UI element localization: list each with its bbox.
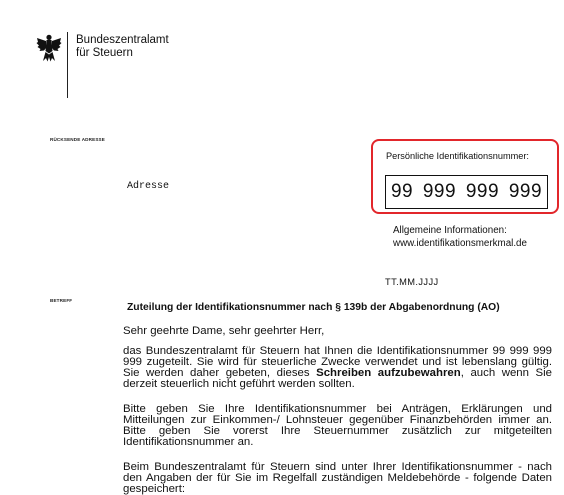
org-name-line2: für Steuern: [76, 47, 133, 59]
paragraph-1: [123, 346, 552, 390]
paragraph-1-text-a: das Bundeszentralamt für Steuern hat Ihnen die Identifikationsnummer 99 999 999 999 zugeteilt. Sie wird für steuerliche Zwecke verwendet und ist lebenslang gültig. Sie werden daher gebeten, dieses: [123, 345, 552, 379]
paragraph-1-text-b: , auch wenn Sie derzeit steuerlich nicht geführt werden sollten.: [123, 367, 553, 390]
address-placeholder: Adresse: [127, 181, 170, 192]
subject-line: Zuteilung der Identifikationsnummer nach § 139b der Abgabenordnung (AO): [127, 302, 500, 313]
id-number-label: Persönliche Identifikationsnummer:: [386, 151, 529, 161]
id-number-box: 99 999 999 999: [385, 175, 548, 209]
general-info-label: Allgemeine Informationen:: [393, 225, 507, 236]
org-name-line1: Bundeszentralamt: [76, 34, 169, 46]
paragraph-2: Bitte geben Sie Ihre Identifikationsnummer bei Anträgen, Erklärungen und Mitteilungen zur Einkommen-/ Lohnsteuer gegenüber Finanzbehörden immer an. Bitte geben Sie vorerst Ihre Steuernummer zusätzlich zur mitgeteilten Identifikationsnummer an.: [123, 403, 552, 448]
paragraph-3: Beim Bundeszentralamt für Steuern sind unter Ihrer Identifikationsnummer - nach den Angaben der für Sie im Regelfall zuständigen Meldebehörde - folgende Daten gespeichert:: [123, 461, 552, 495]
salutation: Sehr geehrte Dame, sehr geehrter Herr,: [123, 325, 325, 337]
general-info-url: www.identifikationsmerkmal.de: [393, 238, 527, 249]
paragraph-1-emphasis: Schreiben aufzubewahren: [316, 367, 461, 379]
subject-label: BETREFF: [50, 298, 73, 303]
federal-eagle-icon: [36, 34, 62, 62]
letter-date: TT.MM.JJJJ: [385, 277, 439, 287]
letterhead-divider: [67, 32, 68, 98]
return-address-label: RÜCKSENDE ADRESSE: [50, 137, 105, 142]
